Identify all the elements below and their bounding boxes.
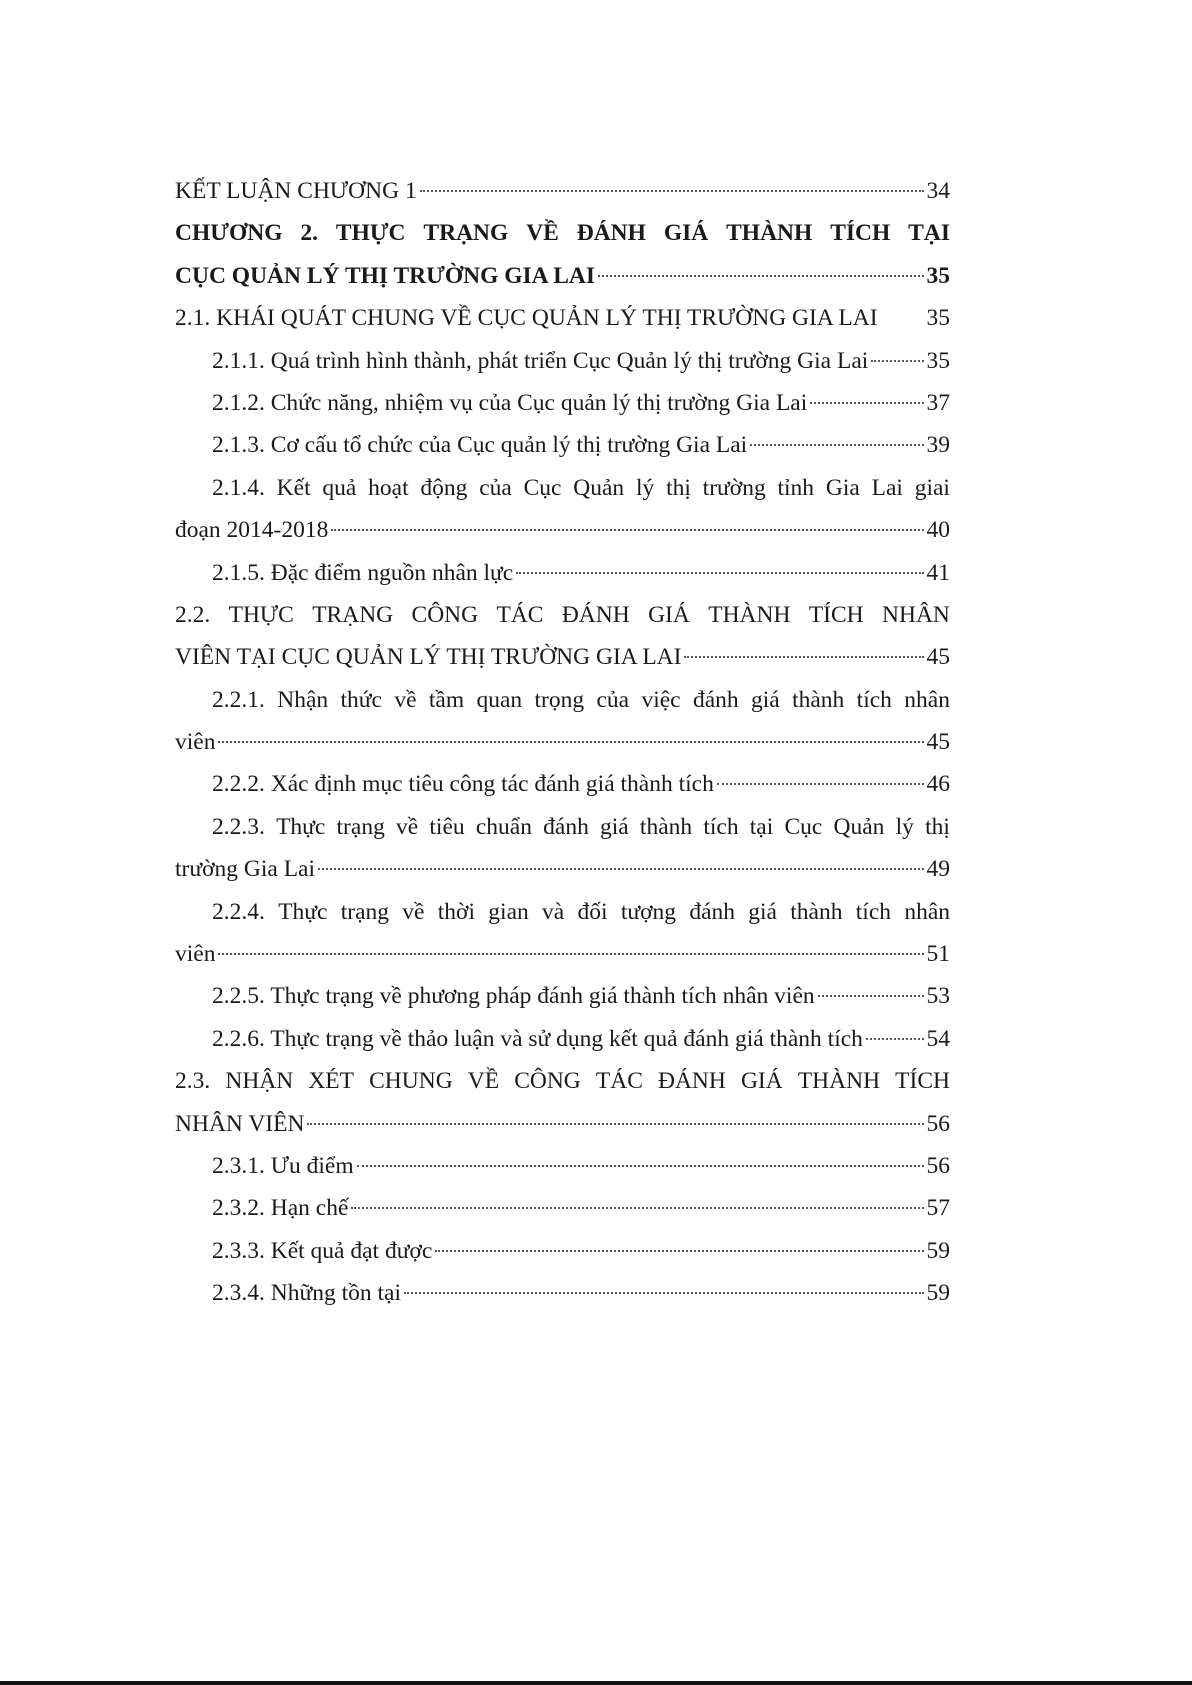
toc-word: 2. (300, 220, 318, 247)
toc-word: TẠI (908, 220, 950, 247)
toc-word: về (396, 813, 419, 840)
toc-word: ĐÁNH (657, 1068, 726, 1095)
toc-word: việc (641, 686, 681, 713)
toc-word: Quản (573, 474, 625, 501)
toc-word: CHƯƠNG (175, 220, 283, 247)
toc-entry (175, 763, 950, 805)
toc-word: VỀ (526, 220, 559, 247)
toc-wrapped-line (175, 467, 950, 509)
dot-leader (404, 1292, 924, 1294)
dot-leader (351, 1207, 923, 1209)
toc-word: giá (600, 813, 629, 840)
toc-word: giai (914, 474, 950, 501)
toc-entry-title: 2.3.2. Hạn chế (212, 1195, 349, 1222)
toc-wrapped-line (175, 891, 950, 933)
dot-leader (420, 190, 924, 192)
toc-wrapped-line (175, 806, 950, 848)
toc-page-number: 35 (926, 347, 950, 374)
toc-word: lý (895, 813, 914, 840)
toc-word: 2.2. (175, 601, 211, 628)
toc-word: tiêu (429, 813, 465, 840)
toc-word: hoạt (368, 474, 409, 501)
toc-page-number: 37 (926, 389, 950, 416)
toc-word: TRẠNG (423, 220, 509, 247)
toc-word: giá (751, 686, 780, 713)
toc-entry (175, 1103, 950, 1145)
toc-word: CÔNG (514, 1068, 581, 1095)
toc-page-number: 34 (926, 178, 950, 204)
toc-wrapped-line (175, 1060, 950, 1102)
toc-word: ĐÁNH (561, 601, 630, 628)
toc-page-number: 59 (926, 1237, 950, 1264)
toc-word: NHÂN (882, 601, 950, 628)
toc-word: quan (476, 686, 523, 713)
toc-entry (175, 1018, 950, 1060)
bottom-border (0, 1681, 1192, 1685)
toc-page-number: 56 (926, 1152, 950, 1179)
toc-word: THÀNH (708, 601, 791, 628)
toc-entry (175, 170, 950, 212)
toc-word: thị (925, 813, 950, 840)
toc-entry-title: 2.1.5. Đặc điểm nguồn nhân lực (212, 559, 514, 586)
toc-page-number: 46 (926, 771, 950, 798)
toc-word: tỉnh (777, 474, 815, 501)
toc-entry (175, 424, 950, 466)
toc-word: Gia (825, 474, 860, 501)
toc-word: đánh (689, 898, 735, 925)
toc-word: TÁC (496, 601, 544, 628)
toc-entry-title: NHÂN VIÊN (175, 1110, 305, 1137)
dot-leader (516, 572, 923, 574)
toc-word: CHUNG (369, 1068, 453, 1095)
toc-entry (175, 975, 950, 1017)
toc-entry (175, 1230, 950, 1272)
toc-entry (175, 255, 950, 297)
toc-wrapped-line (175, 679, 950, 721)
toc-word: tượng (620, 898, 677, 925)
toc-entry-title: 2.1.1. Quá trình hình thành, phát triển Cục Quản lý thị trường Gia Lai (212, 347, 869, 374)
toc-word: TÁC (595, 1068, 643, 1095)
dot-leader (598, 275, 923, 277)
toc-word: 2.2.1. (212, 686, 265, 713)
toc-entry (175, 340, 950, 382)
toc-entry-title: 2.1.2. Chức năng, nhiệm vụ của Cục quản lý thị trường Gia Lai (212, 389, 808, 416)
toc-entry-title: 2.1.3. Cơ cấu tổ chức của Cục quản lý thị trường Gia Lai (212, 432, 748, 459)
toc-word: tích (855, 898, 892, 925)
dot-leader (318, 868, 923, 870)
toc-page-number: 49 (926, 856, 950, 883)
dot-leader (866, 1038, 924, 1040)
dot-leader (684, 656, 923, 658)
toc-word: GIÁ (648, 601, 690, 628)
dot-leader (810, 402, 923, 404)
toc-word: trạng (340, 898, 390, 925)
toc-word: thức (340, 686, 382, 713)
toc-word: và (542, 898, 565, 925)
toc-entry (175, 721, 950, 763)
dot-leader (871, 360, 923, 362)
toc-word: Nhận (277, 686, 329, 713)
dot-leader (717, 783, 924, 785)
toc-word: đối (577, 898, 608, 925)
toc-page-number: 41 (926, 559, 950, 586)
toc-entry-title: trường Gia Lai (175, 856, 316, 883)
toc-word: THỰC (228, 601, 294, 628)
toc-word: đánh (543, 813, 589, 840)
toc-page-number: 54 (926, 1025, 950, 1052)
toc-word: Cục (523, 474, 562, 501)
toc-word: gian (488, 898, 529, 925)
toc-word: nhân (904, 898, 950, 925)
toc-entry-title: 2.2.2. Xác định mục tiêu công tác đánh giá thành tích (212, 771, 714, 798)
toc-word: tầm (428, 686, 465, 713)
toc-word: NHẬN (225, 1068, 294, 1095)
toc-entry (175, 1145, 950, 1187)
toc-word: tích (703, 813, 739, 840)
toc-page-number: 56 (926, 1110, 950, 1137)
toc-word: TRẠNG (312, 601, 394, 628)
toc-page-number: 35 (926, 262, 950, 289)
toc-word: THÀNH (726, 220, 813, 247)
toc-word: thành (790, 898, 843, 925)
toc-word: 2.3. (175, 1068, 211, 1095)
toc-word: chuẩn (475, 813, 532, 840)
toc-word: XÉT (308, 1068, 355, 1095)
toc-page-number: 53 (926, 983, 950, 1010)
toc-word: Cục (784, 813, 823, 840)
toc-word: trường (702, 474, 766, 501)
toc-word: ĐÁNH (576, 220, 646, 247)
toc-word: TÍCH (895, 1068, 950, 1095)
toc-entry-title: 2.1. KHÁI QUÁT CHUNG VỀ CỤC QUẢN LÝ THỊ TRƯỜNG GIA LAI (175, 305, 878, 332)
toc-entry-title: VIÊN TẠI CỤC QUẢN LÝ THỊ TRƯỜNG GIA LAI (175, 644, 682, 671)
toc-entry-title: viên (175, 729, 216, 756)
toc-word: đánh (692, 686, 739, 713)
toc-word: trọng (534, 686, 585, 713)
toc-entry-title: viên (175, 941, 216, 968)
dot-leader (435, 1250, 923, 1252)
toc-word: 2.2.3. (212, 813, 265, 840)
toc-word: về (394, 686, 417, 713)
dot-leader (818, 995, 924, 997)
toc-word: Kết (276, 474, 311, 501)
toc-word: của (596, 686, 630, 713)
toc-page-number: 35 (926, 305, 950, 332)
toc-entry-title: đoạn 2014-2018 (175, 517, 329, 544)
toc-entry-title: 2.3.1. Ưu điểm (212, 1152, 354, 1179)
dot-leader (331, 529, 923, 531)
toc-word: TÍCH (830, 220, 891, 247)
dot-leader (750, 444, 923, 446)
toc-entry-title: CỤC QUẢN LÝ THỊ TRƯỜNG GIA LAI (175, 262, 596, 289)
dot-leader (218, 741, 923, 743)
toc-word: tích (856, 686, 892, 713)
toc-word: thành (792, 686, 845, 713)
toc-page-number: 45 (926, 729, 950, 756)
toc-entry (175, 509, 950, 551)
toc-word: CÔNG (411, 601, 479, 628)
toc-word: VỀ (467, 1068, 500, 1095)
toc-wrapped-line (175, 594, 950, 636)
dot-leader (357, 1165, 924, 1167)
toc-entry (175, 1187, 950, 1229)
toc-word: quả (322, 474, 357, 501)
toc-word: Thực (276, 813, 326, 840)
toc-entry-title: 2.3.4. Những tồn tại (212, 1280, 401, 1307)
toc-word: GIÁ (740, 1068, 783, 1095)
dot-leader (218, 953, 923, 955)
toc-word: nhân (904, 686, 950, 713)
toc-word: động (420, 474, 468, 501)
toc-word: GIÁ (663, 220, 709, 247)
toc-entry (175, 382, 950, 424)
toc-entry (175, 933, 950, 975)
toc-page-number: 57 (926, 1195, 950, 1222)
toc-word: trạng (336, 813, 385, 840)
toc-wrapped-line (175, 212, 950, 254)
toc-page-number: 40 (926, 517, 950, 544)
toc-word: tại (749, 813, 774, 840)
toc-page-number: 51 (926, 941, 950, 968)
toc-page-number: 45 (926, 644, 950, 671)
toc-word: Quản (833, 813, 885, 840)
toc-word: lý (635, 474, 655, 501)
toc-entry (175, 636, 950, 678)
toc-entry-title: 2.3.3. Kết quả đạt được (212, 1237, 433, 1264)
toc-entry (175, 1272, 950, 1314)
toc-word: của (479, 474, 512, 501)
toc-word: THÀNH (797, 1068, 881, 1095)
toc-word: về (402, 898, 425, 925)
toc-word: thành (639, 813, 693, 840)
toc-word: thời (437, 898, 476, 925)
toc-entry-title: KẾT LUẬN CHƯƠNG 1 (175, 178, 417, 204)
toc-page-number: 59 (926, 1280, 950, 1307)
toc-page-number: 39 (926, 432, 950, 459)
toc-word: giá (748, 898, 777, 925)
toc-entry-title: 2.2.5. Thực trạng về phương pháp đánh giá thành tích nhân viên (212, 983, 815, 1010)
toc-word: THỰC (335, 220, 406, 247)
toc-word: Thực (278, 898, 328, 925)
toc-entry (175, 552, 950, 594)
toc-entry (175, 848, 950, 890)
toc-word: 2.2.4. (212, 898, 265, 925)
toc-entry-title: 2.2.6. Thực trạng về thảo luận và sử dụng kết quả đánh giá thành tích (212, 1025, 863, 1052)
toc-word: TÍCH (808, 601, 864, 628)
toc-word: thị (666, 474, 691, 501)
toc-word: Lai (871, 474, 903, 501)
toc-word: 2.1.4. (212, 474, 265, 501)
table-of-contents (175, 170, 950, 1315)
toc-entry (175, 297, 950, 339)
dot-leader (307, 1123, 923, 1125)
